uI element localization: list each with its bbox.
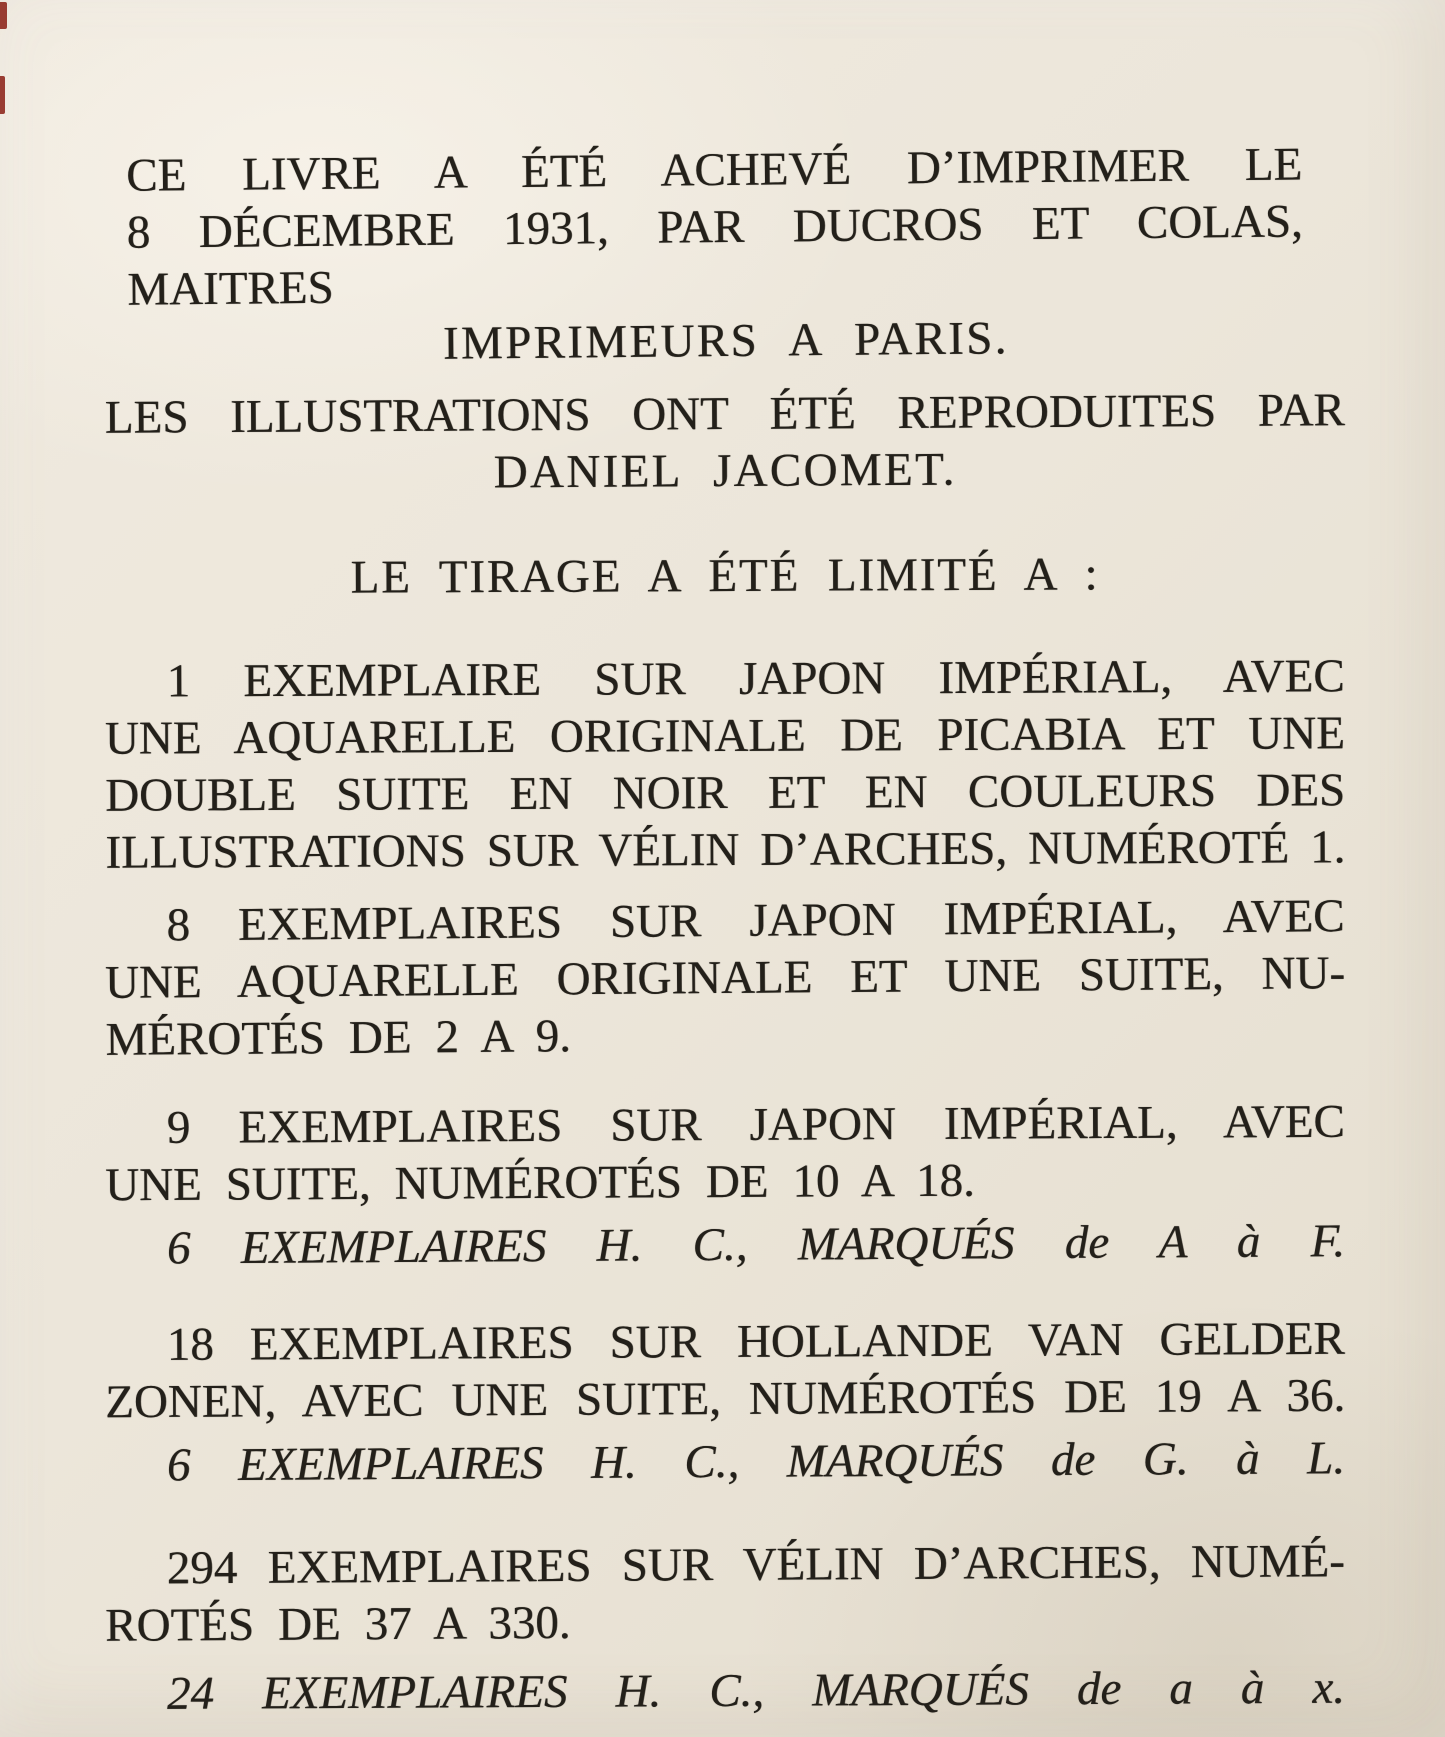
edition-paragraph	[105, 1533, 1346, 1655]
edition-line: 6 EXEMPLAIRES H. C., MARQUÉS de A à F.	[166, 1215, 1346, 1275]
limitation-heading-line: LE TIRAGE A ÉTÉ LIMITÉ A :	[350, 548, 1100, 604]
colophon-line: DANIEL JACOMET.	[493, 443, 957, 499]
edition-line: DOUBLE SUITE EN NOIR ET EN COULEURS DES	[105, 764, 1346, 822]
edition-paragraph-hc	[105, 1660, 1345, 1723]
edition-line: ILLUSTRATIONS SUR VÉLIN D’ARCHES, NUMÉROTÉ 1.	[105, 821, 1346, 879]
edition-line: ROTÉS DE 37 A 330.	[105, 1596, 571, 1652]
printer-note	[104, 136, 1346, 376]
colophon-line: 8 DÉCEMBRE 1931, PAR DUCROS ET COLAS, MAITRES	[126, 195, 1303, 316]
limitation-heading	[105, 545, 1345, 607]
edition-line: ZONEN, AVEC UNE SUITE, NUMÉROTÉS DE 19 A 36.	[105, 1369, 1346, 1429]
colophon-line: IMPRIMEURS A PARIS.	[442, 312, 1009, 370]
red-ink-edge-mark	[0, 76, 5, 114]
edition-line: 1 EXEMPLAIRE SUR JAPON IMPÉRIAL, AVEC	[166, 650, 1345, 708]
illustrations-note	[105, 382, 1346, 504]
colophon-text-block	[104, 138, 1346, 1720]
edition-line: UNE AQUARELLE ORIGINALE DE PICABIA ET UNE	[104, 707, 1345, 765]
edition-paragraph-hc	[105, 1213, 1345, 1278]
colophon-line: CE LIVRE A ÉTÉ ACHEVÉ D’IMPRIMER LE	[125, 138, 1303, 202]
edition-paragraph	[105, 648, 1346, 881]
edition-paragraph	[105, 1094, 1346, 1214]
red-ink-edge-mark	[0, 2, 7, 29]
edition-paragraph-hc	[105, 1430, 1345, 1495]
edition-paragraph	[105, 1311, 1346, 1431]
colophon-line: LES ILLUSTRATIONS ONT ÉTÉ REPRODUITES PAR	[104, 384, 1345, 444]
edition-line: UNE AQUARELLE ORIGINALE ET UNE SUITE, NU-	[104, 947, 1346, 1009]
edition-line: 294 EXEMPLAIRES SUR VÉLIN D’ARCHES, NUMÉ-	[166, 1535, 1345, 1595]
edition-line: 6 EXEMPLAIRES H. C., MARQUÉS de G. à L.	[166, 1432, 1346, 1492]
edition-line: MÉROTÉS DE 2 A 9.	[105, 1010, 572, 1066]
edition-line: 9 EXEMPLAIRES SUR JAPON IMPÉRIAL, AVEC	[166, 1095, 1345, 1154]
edition-line: UNE SUITE, NUMÉROTÉS DE 10 A 18.	[105, 1154, 975, 1212]
edition-line: 18 EXEMPLAIRES SUR HOLLANDE VAN GELDER	[166, 1312, 1345, 1371]
edition-line: 24 EXEMPLAIRES H. C., MARQUÉS de a à x.	[166, 1661, 1346, 1720]
edition-paragraph	[104, 888, 1345, 1069]
edition-line: 8 EXEMPLAIRES SUR JAPON IMPÉRIAL, AVEC	[166, 890, 1345, 952]
